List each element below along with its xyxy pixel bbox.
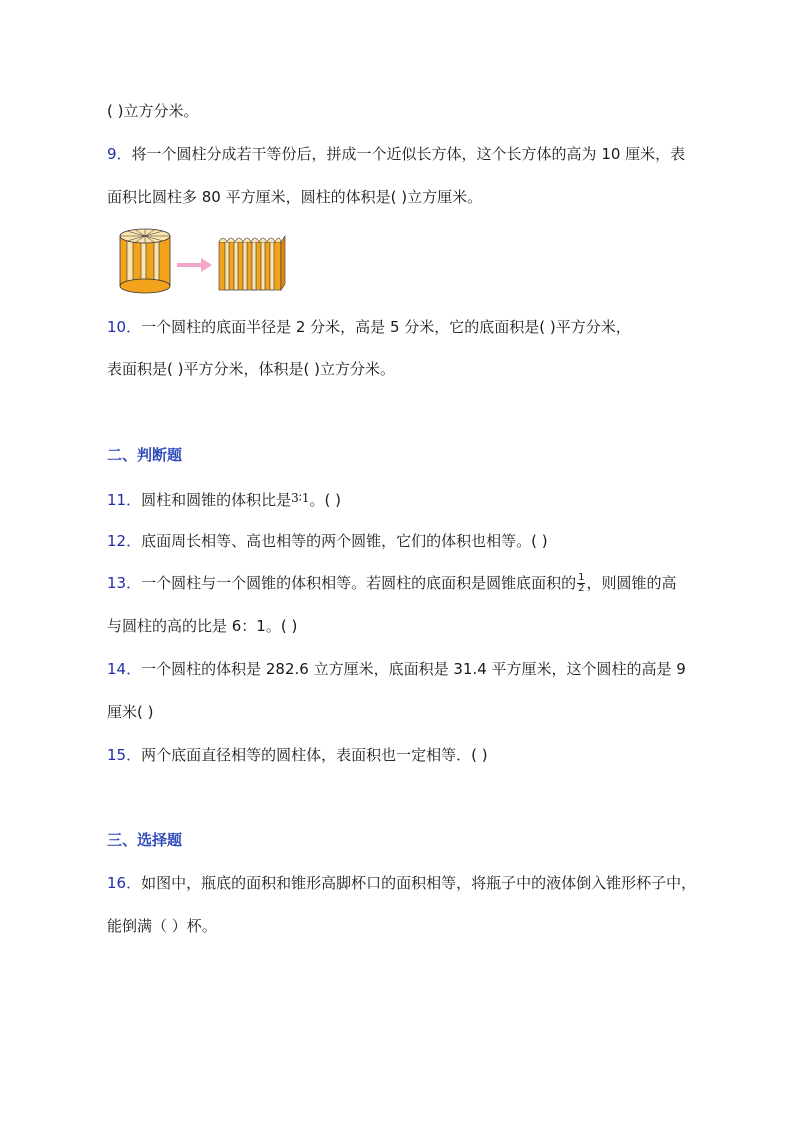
question-15 (107, 745, 488, 765)
question-text: 与圆柱的高的比是 6：1。( ) (107, 617, 298, 635)
question-text: 一个圆柱与一个圆锥的体积相等。若圆柱的底面积是圆锥底面积的 (141, 574, 577, 592)
question-text: 一个圆柱的底面半径是 2 分米，高是 5 分米，它的底面积是( )平方分米， (141, 318, 631, 336)
question-13-line-1 (107, 573, 677, 594)
question-number: 9． (107, 145, 132, 163)
section-heading-judgement: 二、判断题 (107, 446, 183, 464)
question-number: 16． (107, 874, 142, 892)
question-text: 面积比圆柱多 80 平方厘米，圆柱的体积是( )立方厘米。 (107, 188, 483, 206)
question-text: 表面积是( )平方分米，体积是( )立方分米。 (107, 360, 395, 378)
question-number: 13． (107, 574, 142, 592)
section-heading-choice: 三、选择题 (107, 831, 183, 849)
question-16-line-1 (107, 873, 696, 893)
question-14-line-1 (107, 659, 686, 679)
question-14-line-2 (107, 702, 153, 722)
question-text: 厘米( ) (107, 703, 154, 721)
question-number: 14． (107, 660, 142, 678)
fraction-denominator: 2 (578, 583, 585, 594)
question-number: 11． (107, 491, 142, 509)
answer-blank: 。( ) (309, 491, 341, 509)
question-number: 12． (107, 532, 142, 550)
cuboid-shape (219, 236, 285, 290)
ratio-value: 3∶1 (291, 491, 310, 505)
question-9-line-1 (107, 144, 685, 164)
question-10-line-2 (107, 359, 395, 379)
question-text: 将一个圆柱分成若干等份后，拼成一个近似长方体，这个长方体的高为 10 厘米，表 (131, 145, 686, 163)
question-12 (107, 531, 548, 551)
question-11 (107, 488, 341, 510)
question-number: 10． (107, 318, 142, 336)
question-text: 两个底面直径相等的圆柱体，表面积也一定相等．( ) (141, 746, 488, 764)
question-13-line-2 (107, 616, 297, 636)
fraction-numerator: 1 (578, 572, 585, 583)
question-text: 如图中，瓶底的面积和锥形高脚杯口的面积相等，将瓶子中的液体倒入锥形杯子中， (141, 874, 697, 892)
question-text: ，则圆锥的高 (586, 574, 677, 592)
question-16-line-2 (107, 916, 217, 936)
question-text: 圆柱和圆锥的体积比是 (141, 491, 292, 509)
question-text: 一个圆柱的体积是 282.6 立方厘米，底面积是 31.4 平方厘米，这个圆柱的高是 9 (141, 660, 686, 678)
question-9-line-2 (107, 187, 482, 207)
cylinder-to-cuboid-figure (115, 226, 290, 296)
question-continuation: ( )立方分米。 (107, 102, 199, 120)
question-10-line-1 (107, 317, 631, 337)
question-text: 能倒满（ ）杯。 (107, 917, 217, 935)
cylinder-shape (120, 229, 170, 293)
fraction (577, 573, 585, 594)
arrow-right-icon (177, 258, 212, 272)
question-text: 底面周长相等、高也相等的两个圆锥，它们的体积也相等。( ) (141, 532, 548, 550)
question-number: 15． (107, 746, 142, 764)
